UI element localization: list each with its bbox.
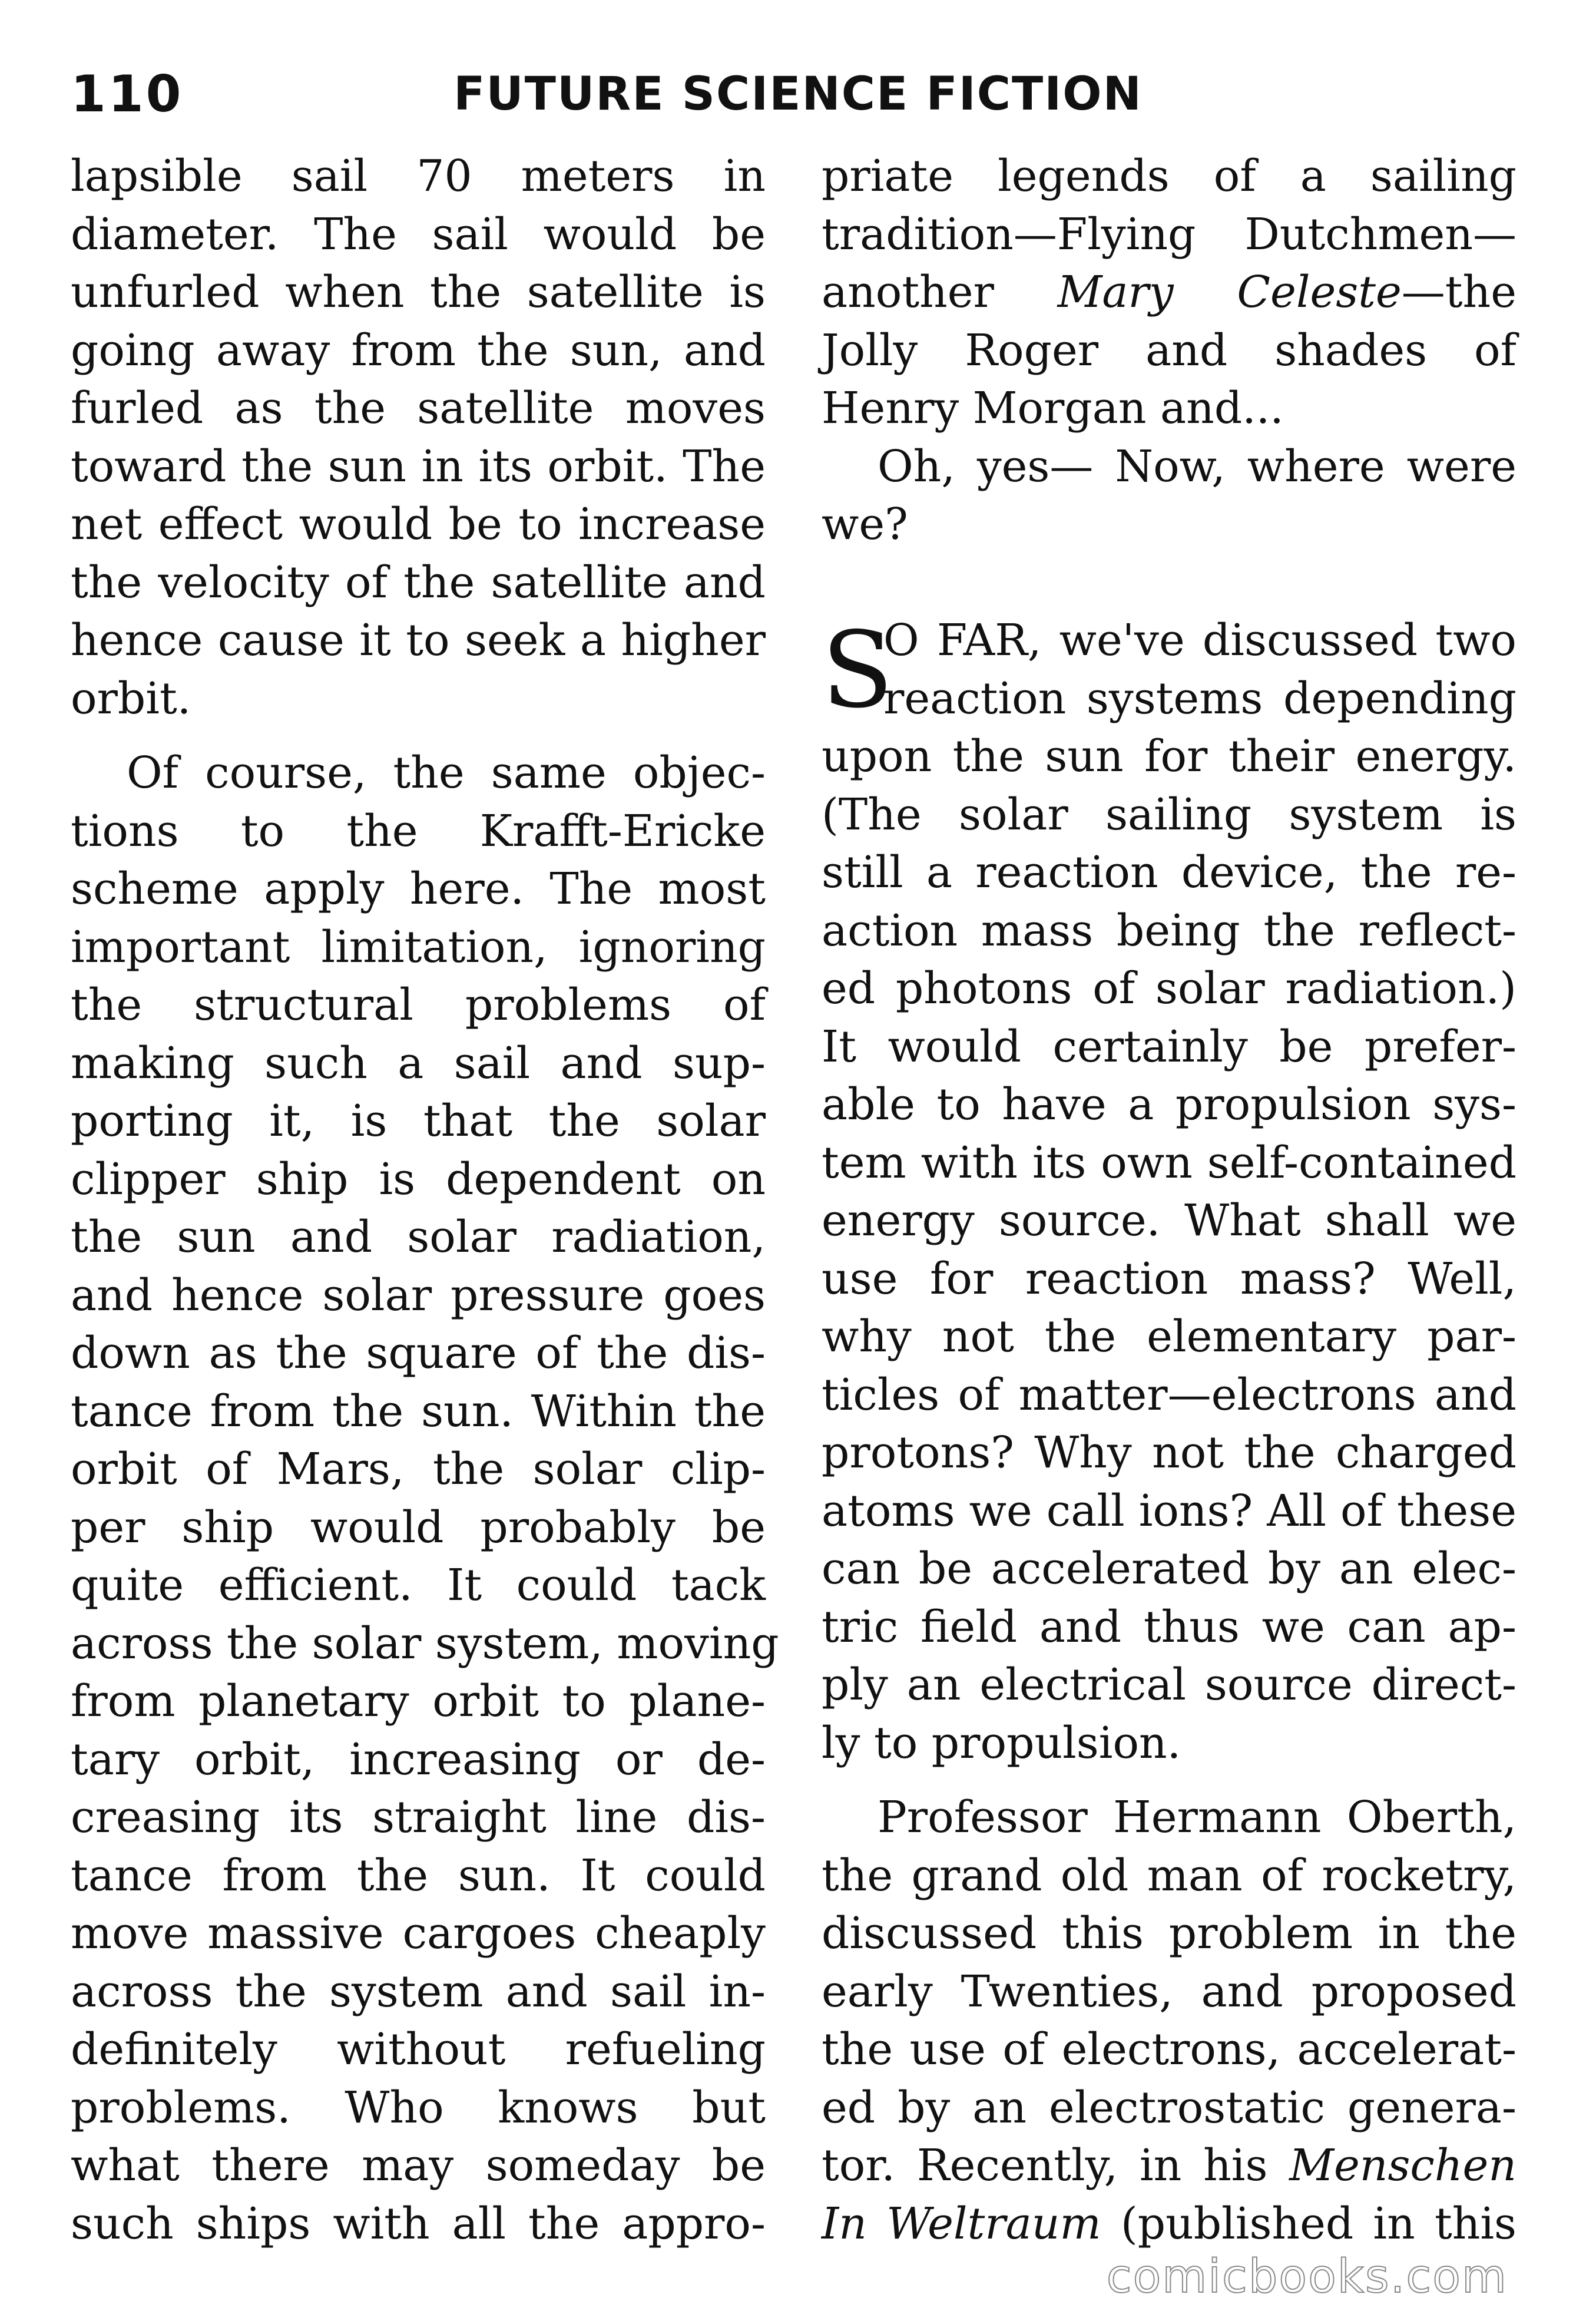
text-line: move massive cargoes cheaply <box>71 1908 766 1959</box>
paragraph-objections <box>71 744 779 2253</box>
text-line: discussed this problem in the <box>822 1908 1516 1959</box>
book-title-italic: Menschen <box>1289 2140 1516 2191</box>
page-header <box>71 59 1525 130</box>
text-line: reaction systems depending <box>883 673 1516 724</box>
ship-name-italic: Mary Celeste <box>1057 267 1402 318</box>
text-line: going away from the sun, and <box>71 325 766 376</box>
text-line: tance from the sun. It could <box>71 1850 766 1901</box>
text-line: protons? Why not the charged <box>822 1427 1516 1478</box>
text-line: what there may someday be <box>71 2140 766 2191</box>
right-column <box>822 147 1516 2253</box>
text-line: tary orbit, increasing or de- <box>71 1734 766 1785</box>
text-line: ticles of matter—electrons and <box>822 1369 1516 1420</box>
text-line: Henry Morgan and... <box>822 383 1284 434</box>
text-line: why not the elementary par- <box>822 1311 1516 1362</box>
text-line: priate legends of a sailing <box>822 151 1516 201</box>
text-line: per ship would probably be <box>71 1502 766 1553</box>
text-line: orbit. <box>71 673 191 724</box>
text-line: use for reaction mass? Well, <box>822 1253 1516 1304</box>
page-number: 110 <box>71 65 184 124</box>
running-title: FUTURE SCIENCE FICTION <box>453 68 1143 121</box>
text-line: another Mary Celeste—the <box>822 267 1516 318</box>
book-title-italic: In Weltraum <box>822 2198 1101 2249</box>
text-line: the use of electrons, accelerat- <box>822 2024 1516 2075</box>
drop-cap: S <box>822 609 893 731</box>
text-line: and hence solar pressure goes <box>71 1269 766 1321</box>
text-line: atoms we call ions? All of these <box>822 1485 1516 1536</box>
paragraph-so-far <box>822 611 1516 1772</box>
text-line: the grand old man of rocketry, <box>822 1850 1516 1901</box>
text-line: the velocity of the satellite and <box>71 557 766 608</box>
text-line: It would certainly be prefer- <box>822 1021 1516 1072</box>
text-line: definitely without refueling <box>71 2024 766 2075</box>
text-line: creasing its straight line dis- <box>71 1792 766 1843</box>
text-line: tance from the sun. Within the <box>71 1386 766 1437</box>
paragraph-legends <box>822 147 1516 438</box>
text-line: clipper ship is dependent on <box>71 1153 766 1205</box>
text-line: action mass being the reflect- <box>822 905 1516 956</box>
text-line: tem with its own self-contained <box>822 1137 1516 1188</box>
paragraph-sail <box>71 147 766 728</box>
text-line: furled as the satellite moves <box>71 383 766 434</box>
text-line: important limitation, ignoring <box>71 921 766 973</box>
watermark: comicbooks.com <box>1106 2250 1508 2303</box>
text-line: tradition—Flying Dutchmen— <box>822 209 1516 260</box>
text-line: from planetary orbit to plane- <box>71 1676 766 1727</box>
text-line: energy source. What shall we <box>822 1195 1516 1246</box>
text-line: Of course, the same objec- <box>127 748 766 798</box>
text-line: (The solar sailing system is <box>822 789 1516 840</box>
paragraph-oberth <box>822 1788 1516 2253</box>
text-line: such ships with all the appro- <box>71 2198 766 2249</box>
text-line: across the system and sail in- <box>71 1966 766 2017</box>
text-line: ed photons of solar radiation.) <box>822 963 1516 1014</box>
text-line: O FAR, we've discussed two <box>883 615 1516 666</box>
text-line: down as the square of the dis- <box>71 1328 766 1378</box>
text-line: Jolly Roger and shades of <box>822 325 1516 376</box>
text-line: we? <box>822 499 908 550</box>
paragraph-oh-yes <box>822 438 1516 554</box>
text-line: across the solar system, moving <box>71 1618 779 1669</box>
text-line: porting it, is that the solar <box>71 1096 766 1146</box>
text-line: toward the sun in its orbit. The <box>71 441 766 492</box>
text-line: tions to the Krafft-Ericke <box>71 805 766 857</box>
text-line: scheme apply here. The most <box>71 864 766 914</box>
text-line: tric field and thus we can ap- <box>822 1601 1516 1652</box>
text-line: making such a sail and sup- <box>71 1037 766 1089</box>
text-line: able to have a propulsion sys- <box>822 1079 1516 1130</box>
text-line: tor. Recently, in his Menschen <box>822 2140 1516 2191</box>
text-line: Oh, yes— Now, where were <box>878 441 1516 492</box>
text-line: the structural problems of <box>71 980 766 1030</box>
text-line: still a reaction device, the re- <box>822 847 1516 898</box>
text-line: Professor Hermann Oberth, <box>878 1792 1516 1843</box>
text-line: upon the sun for their energy. <box>822 731 1516 782</box>
text-line: early Twenties, and proposed <box>822 1966 1516 2017</box>
text-line: the sun and solar radiation, <box>71 1212 766 1262</box>
text-line: ly to propulsion. <box>822 1717 1181 1768</box>
text-line: can be accelerated by an elec- <box>822 1543 1516 1594</box>
text-line: unfurled when the satellite is <box>71 267 766 318</box>
text-line: net effect would be to increase <box>71 499 766 550</box>
text-line: hence cause it to seek a higher <box>71 615 766 666</box>
text-line: orbit of Mars, the solar clip- <box>71 1444 766 1495</box>
text-line: In Weltraum (published in this <box>822 2198 1516 2249</box>
text-line: diameter. The sail would be <box>71 209 766 260</box>
text-line: ply an electrical source direct- <box>822 1659 1516 1710</box>
left-column <box>71 147 779 2253</box>
text-line: lapsible sail 70 meters in <box>71 151 766 201</box>
text-line: quite efficient. It could tack <box>71 1560 766 1611</box>
text-line: problems. Who knows but <box>71 2082 766 2133</box>
text-line: ed by an electrostatic genera- <box>822 2082 1516 2133</box>
